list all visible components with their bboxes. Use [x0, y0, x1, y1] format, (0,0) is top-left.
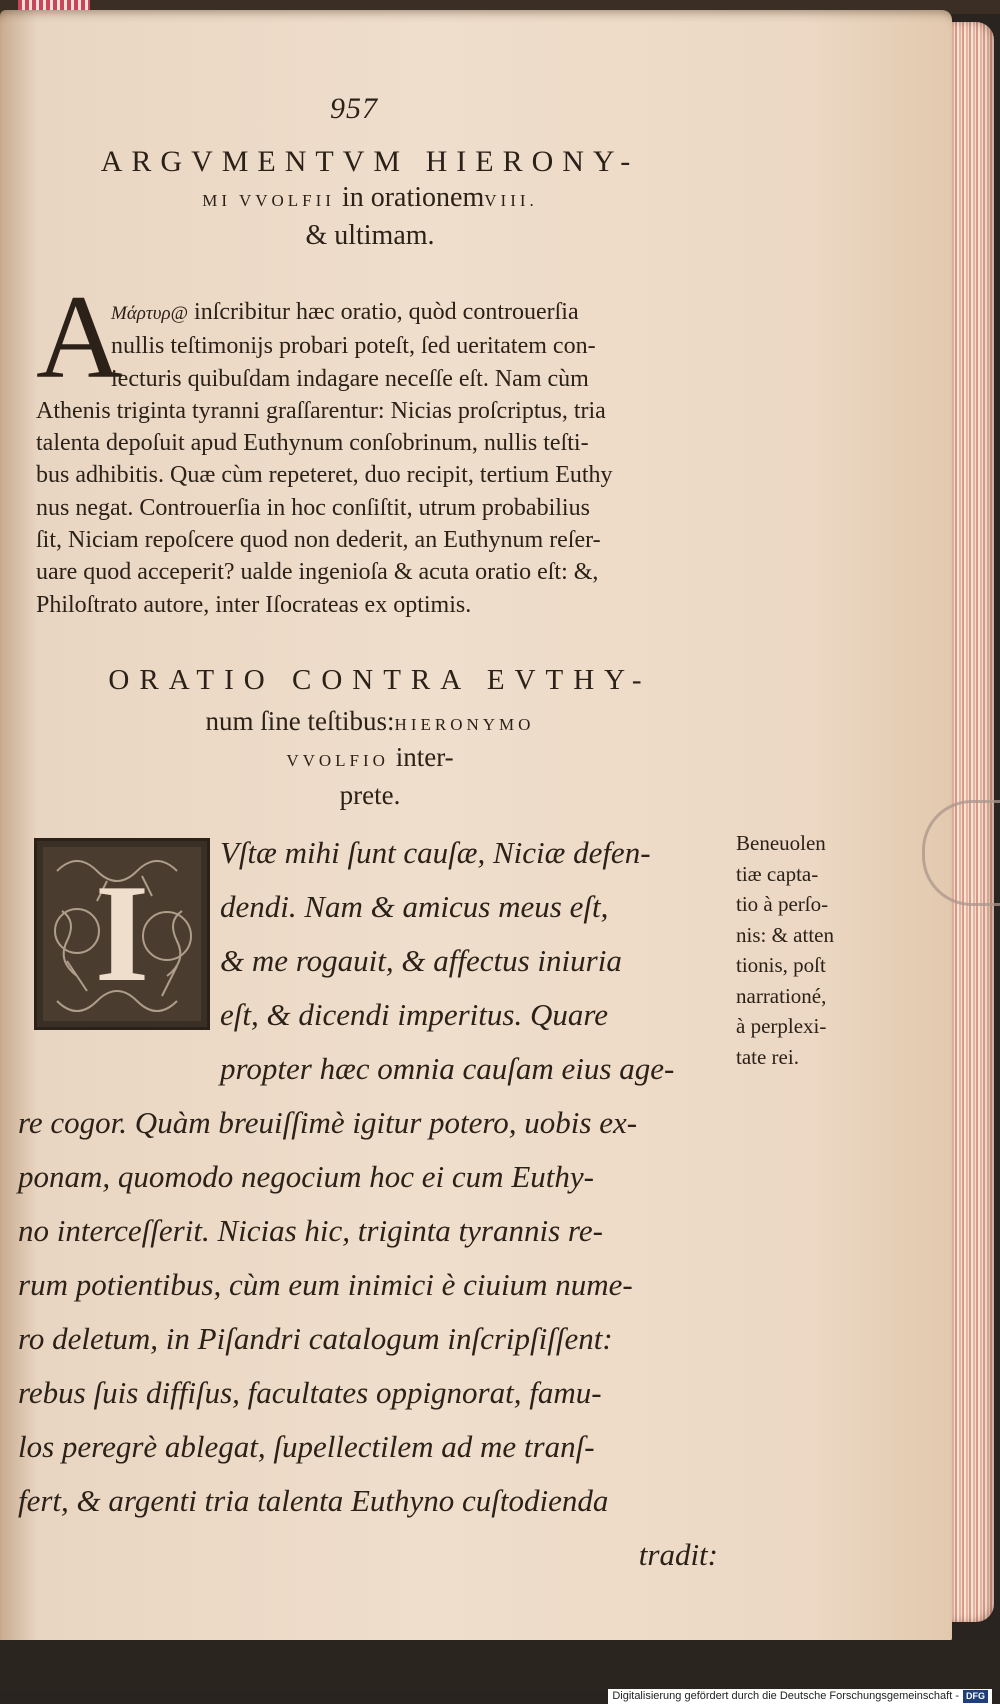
margin-line: tate rei. [736, 1044, 799, 1069]
oration-heading-line-4: prete. [339, 780, 401, 810]
argument-line: Philoſtrato autore, inter Iſocrateas ex optimis. [36, 591, 472, 618]
credit-text: Digitalisierung gefördert durch die Deutsche Forschungsgemeinschaft - [612, 1690, 959, 1702]
argument-drop-cap: A [36, 270, 123, 403]
margin-line: nis: & atten [736, 922, 834, 947]
argument-line: talenta depoſuit apud Euthynum conſobrinum, nullis teſti- [36, 430, 589, 457]
body-line: re cogor. Quàm breuiſſimè igitur potero, uobis ex- [18, 1105, 638, 1140]
argument-line: ſit, Niciam repoſcere quod non dederit, an Euthynum reſer- [36, 527, 601, 554]
argument-heading-line-3: & ultimam. [305, 220, 435, 251]
heading-numeral: VIII. [484, 191, 538, 210]
argument-line: uare quod acceperit? ualde ingenioſa & acuta oratio eſt: &, [36, 559, 599, 586]
margin-line: Beneuolen [736, 831, 826, 855]
body-line: los peregrè ablegat, ſupellectilem ad me tranſ- [18, 1429, 595, 1464]
greek-title-word: Μάρτυρ@ [111, 303, 189, 324]
body-line: rebus ſuis diffiſus, facultates oppignorat, famu- [18, 1375, 602, 1410]
body-catchword: tradit: [638, 1537, 718, 1572]
oration-heading-line-3: VVOLFIO inter- [286, 742, 454, 772]
argument-line: nus negat. Controuerſia in hoc conſiſtit, utrum probabilius [36, 494, 590, 521]
body-line: & me rogauit, & affectus iniuria [220, 943, 622, 978]
heading-author-smallcaps: MI VVOLFII [202, 191, 335, 210]
argument-line: bus adhibitis. Quæ cùm repeteret, duo recipit, tertium Euthy [36, 462, 613, 489]
scan-bottom-bar [0, 1640, 1000, 1690]
margin-line: tionis, poſt [736, 953, 826, 977]
body-line: Vſtæ mihi ſunt cauſæ, Niciæ defen- [220, 835, 651, 870]
body-line: ro deletum, in Piſandri catalogum inſcripſiſſent: [18, 1321, 613, 1356]
marginal-note [736, 828, 856, 1072]
argument-line: Μάρτυρ@ inſcribitur hæc oratio, quòd controuerſia [111, 299, 579, 325]
argument-paragraph [36, 296, 736, 621]
page-number: 957 [330, 92, 378, 125]
oration-heading-line-2: num ſine teſtibus:HIERONYMO [205, 706, 535, 736]
argument-line: Athenis triginta tyranni graſſarentur: Nicias proſcriptus, tria [36, 397, 606, 424]
dfg-logo: DFG [963, 1690, 988, 1703]
heading-in-orationem: in orationem [341, 182, 485, 213]
argument-line: iecturis quibuſdam indagare neceſſe eſt. Nam cùm [111, 365, 589, 392]
argument-heading-line-1: ARGVMENTVM HIERONY- [100, 145, 640, 178]
margin-line: tiæ capta- [736, 861, 819, 886]
argument-line: nullis teſtimonijs probari poteſt, ſed ueritatem con- [111, 333, 596, 360]
margin-line: à perplexi- [736, 1014, 827, 1038]
margin-line: tio à perſo- [736, 892, 829, 916]
oration-heading-line-1: ORATIO CONTRA EVTHY- [108, 664, 652, 696]
body-line: rum potientibus, cùm eum inimici è ciuium nume- [18, 1267, 633, 1302]
body-line: dendi. Nam & amicus meus eſt, [220, 889, 609, 924]
translator-smallcaps: HIERONYMO [394, 715, 535, 734]
oration-body [18, 826, 728, 1582]
body-line: propter hæc omnia cauſam eius age- [220, 1051, 675, 1086]
body-line: eſt, & dicendi imperitus. Quare [220, 997, 609, 1032]
body-line: no interceſſerit. Nicias hic, triginta tyrannis re- [18, 1213, 603, 1248]
initial-letter: I [94, 856, 150, 1011]
body-line: fert, & argenti tria talenta Euthyno cuſtodienda [18, 1483, 609, 1518]
margin-line: narrationé, [736, 983, 827, 1008]
digitization-credit [608, 1689, 992, 1704]
argument-heading-line-2 [60, 182, 680, 214]
body-line: ponam, quomodo negocium hoc ei cum Euthy- [18, 1159, 594, 1194]
